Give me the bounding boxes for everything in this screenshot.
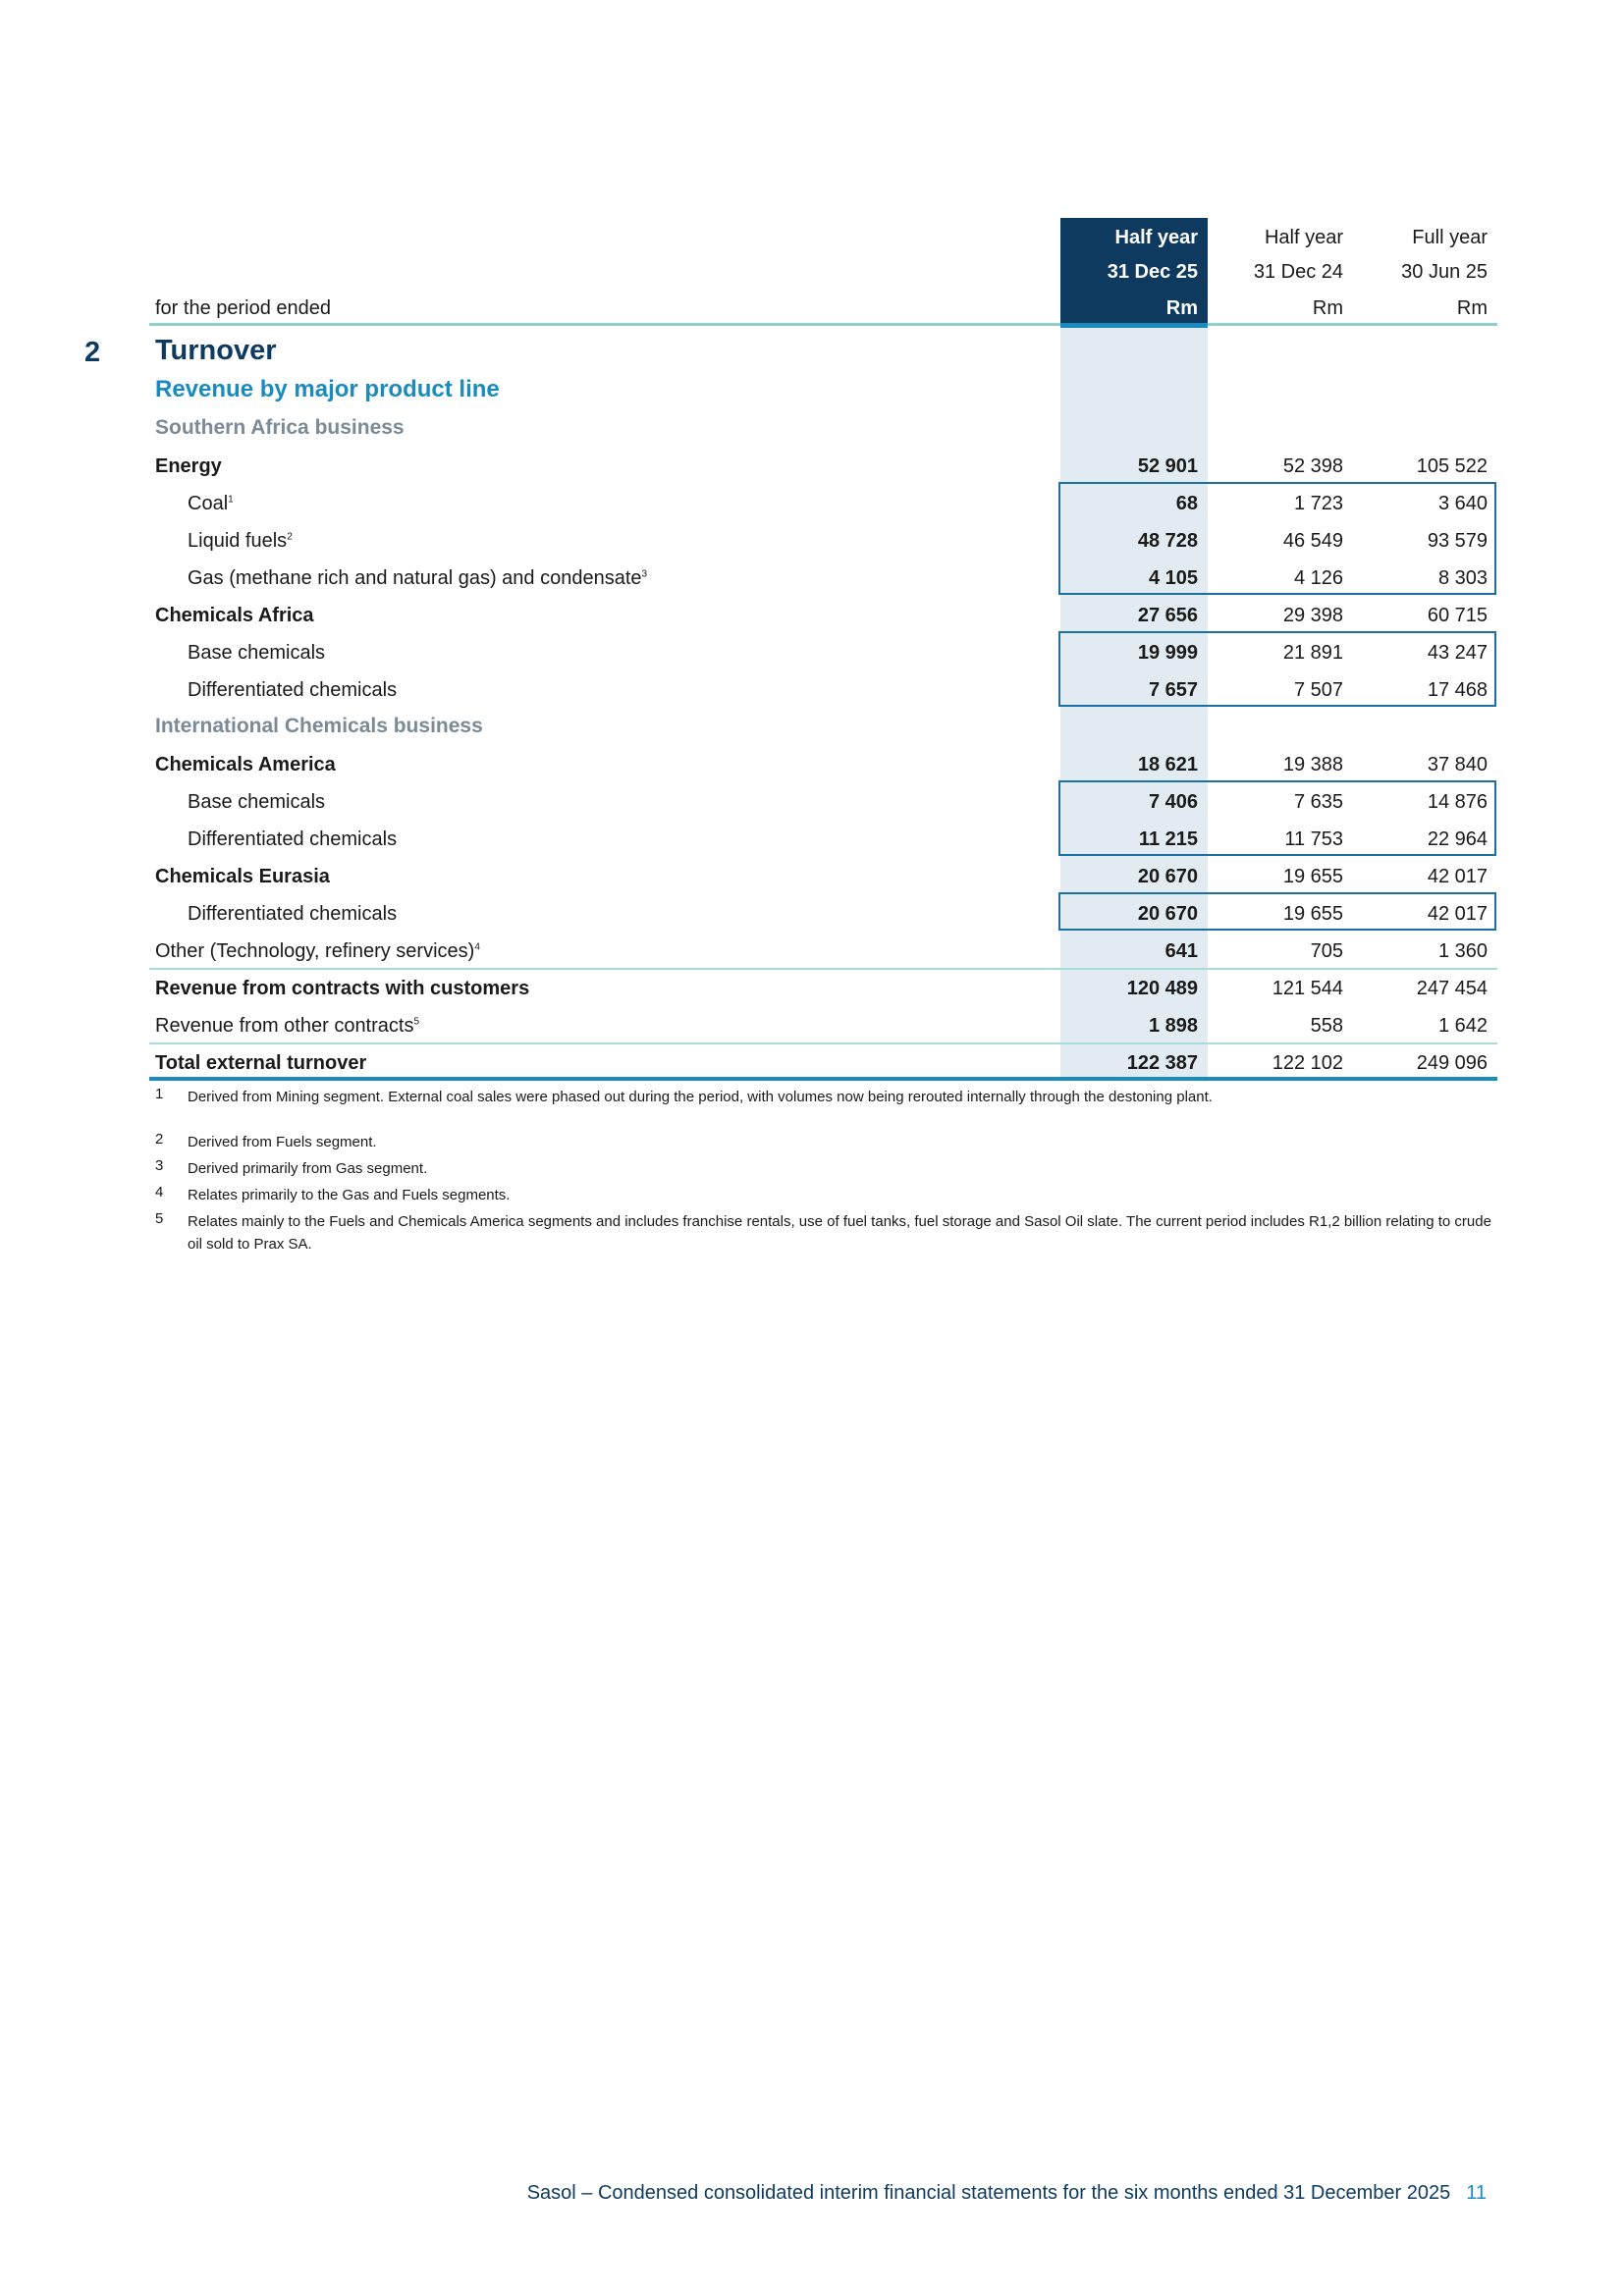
value-current: 18 621 [1137,754,1198,775]
section-number: 2 [84,337,101,368]
footnote-text: Derived from Fuels segment. [188,1134,377,1150]
value-full-year: 8 303 [1437,567,1488,589]
row-label: Base chemicals [188,791,326,813]
value-current: 1 898 [1148,1015,1198,1037]
footnote-ref: 4 [474,941,480,953]
page-number: 11 [1466,2182,1487,2204]
table-row [0,858,1624,895]
row-label: Revenue from contracts with customers [155,978,530,999]
chemicals-eurasia-breakdown-box [1058,892,1496,931]
footnote-ref: 5 [413,1016,420,1028]
section-subtitle: Revenue by major product line [155,376,500,402]
value-full-year: 60 715 [1427,605,1488,626]
value-prior-half: 52 398 [1282,455,1343,477]
col3-header-unit: Rm [1456,297,1488,319]
col1-header-line1: Half year [1114,227,1198,248]
col1-header-unit: Rm [1165,297,1198,319]
value-current: 27 656 [1137,605,1198,626]
footnote-text: Relates mainly to the Fuels and Chemicals America segments and includes franchise rentals, use of fuel tanks, fuel storage and Sasol Oil slate. The current period includes R1,2 billion relating to crude oil sold to Prax SA. [188,1213,1491,1253]
value-prior-half: 4 126 [1293,567,1343,589]
value-full-year: 43 247 [1427,642,1488,664]
footnote-ref: 1 [228,494,234,506]
value-current: 120 489 [1126,978,1198,999]
value-current: 7 406 [1148,791,1198,813]
value-full-year: 37 840 [1427,754,1488,775]
row-label: Gas (methane rich and natural gas) and condensate$^3$ [188,567,648,589]
section-title: Turnover [155,335,277,366]
value-prior-half: 19 655 [1282,903,1343,925]
value-full-year: 22 964 [1427,828,1488,850]
value-current: 122 387 [1126,1052,1198,1074]
col1-header-line2: 31 Dec 25 [1107,261,1198,283]
value-prior-half: 122 102 [1272,1052,1343,1074]
col2-header-unit: Rm [1312,297,1343,319]
row-label: Chemicals Africa [155,605,314,626]
row-label: Differentiated chemicals [188,828,398,850]
col3-header-line2: 30 Jun 25 [1401,261,1488,283]
value-prior-half: 7 635 [1293,791,1343,813]
footnote-ref: 2 [287,531,293,543]
row-label: Energy [155,455,222,477]
row-label: Other (Technology, refinery services)$^4$ [155,940,480,962]
page-footer [527,2182,1487,2205]
value-current: 4 105 [1148,567,1198,589]
footnote-text: Derived from Mining segment. External coal sales were phased out during the period, with volumes now being rerouted internally through the destoning plant. [188,1089,1213,1105]
table-row [0,597,1624,634]
footnote-number: 2 [155,1131,164,1148]
energy-breakdown-box [1058,482,1496,595]
value-current: 20 670 [1137,866,1198,887]
business-heading-international: International Chemicals business [155,715,483,737]
table-row [0,448,1624,485]
col3-header-line1: Full year [1412,227,1488,248]
row-label: Liquid fuels$^2$ [188,530,293,552]
row-label: Differentiated chemicals [188,903,398,925]
row-label: Base chemicals [188,642,326,664]
value-full-year: 14 876 [1427,791,1488,813]
value-prior-half: 705 [1310,940,1343,962]
value-prior-half: 21 891 [1282,642,1343,664]
value-full-year: 1 360 [1437,940,1488,962]
value-current: 48 728 [1137,530,1198,552]
value-full-year: 42 017 [1427,866,1488,887]
col2-header-line1: Half year [1264,227,1343,248]
header-rule [149,323,1497,326]
chemicals-africa-breakdown-box [1058,631,1496,707]
period-label: for the period ended [155,297,332,319]
footnote-number: 5 [155,1210,164,1227]
table-row [0,933,1624,970]
total-rule [149,1077,1497,1081]
value-prior-half: 46 549 [1282,530,1343,552]
footnote-ref: 3 [641,568,648,580]
row-label: Chemicals America [155,754,336,775]
row-label: Total external turnover [155,1052,367,1074]
footnote-text: Derived primarily from Gas segment. [188,1160,428,1177]
value-full-year: 249 096 [1416,1052,1488,1074]
value-current: 641 [1164,940,1198,962]
row-label: Coal$^1$ [188,493,234,514]
row-label: Revenue from other contracts$^5$ [155,1015,420,1037]
chemicals-america-breakdown-box [1058,780,1496,856]
row-label: Chemicals Eurasia [155,866,330,887]
value-full-year: 105 522 [1416,455,1488,477]
footnote-number: 4 [155,1184,164,1201]
row-label: Differentiated chemicals [188,679,398,701]
footer-text: Sasol – Condensed consolidated interim financial statements for the six months ended 31 December 2025 [526,2182,1451,2204]
value-full-year: 17 468 [1427,679,1488,701]
value-full-year: 93 579 [1427,530,1488,552]
value-current: 68 [1175,493,1198,514]
value-current: 20 670 [1137,903,1198,925]
value-prior-half: 19 388 [1282,754,1343,775]
value-current: 7 657 [1148,679,1198,701]
table-row [0,746,1624,783]
value-prior-half: 11 753 [1284,828,1343,850]
value-prior-half: 7 507 [1293,679,1343,701]
value-current: 19 999 [1137,642,1198,664]
value-prior-half: 558 [1310,1015,1343,1037]
value-prior-half: 29 398 [1282,605,1343,626]
footnote-text: Relates primarily to the Gas and Fuels segments. [188,1187,511,1203]
value-prior-half: 19 655 [1282,866,1343,887]
col2-header-line2: 31 Dec 24 [1253,261,1343,283]
value-current: 52 901 [1137,455,1198,477]
header-rule-accent [1060,323,1208,328]
value-prior-half: 121 544 [1272,978,1343,999]
value-full-year: 1 642 [1437,1015,1488,1037]
value-full-year: 3 640 [1437,493,1488,514]
business-heading-southern-africa: Southern Africa business [155,416,405,439]
value-full-year: 247 454 [1416,978,1488,999]
value-current: 11 215 [1138,828,1198,850]
value-prior-half: 1 723 [1293,493,1343,514]
value-full-year: 42 017 [1427,903,1488,925]
footnote-number: 3 [155,1157,164,1174]
footnote-number: 1 [155,1086,164,1102]
table-row [0,970,1624,1007]
table-row [0,1007,1624,1044]
